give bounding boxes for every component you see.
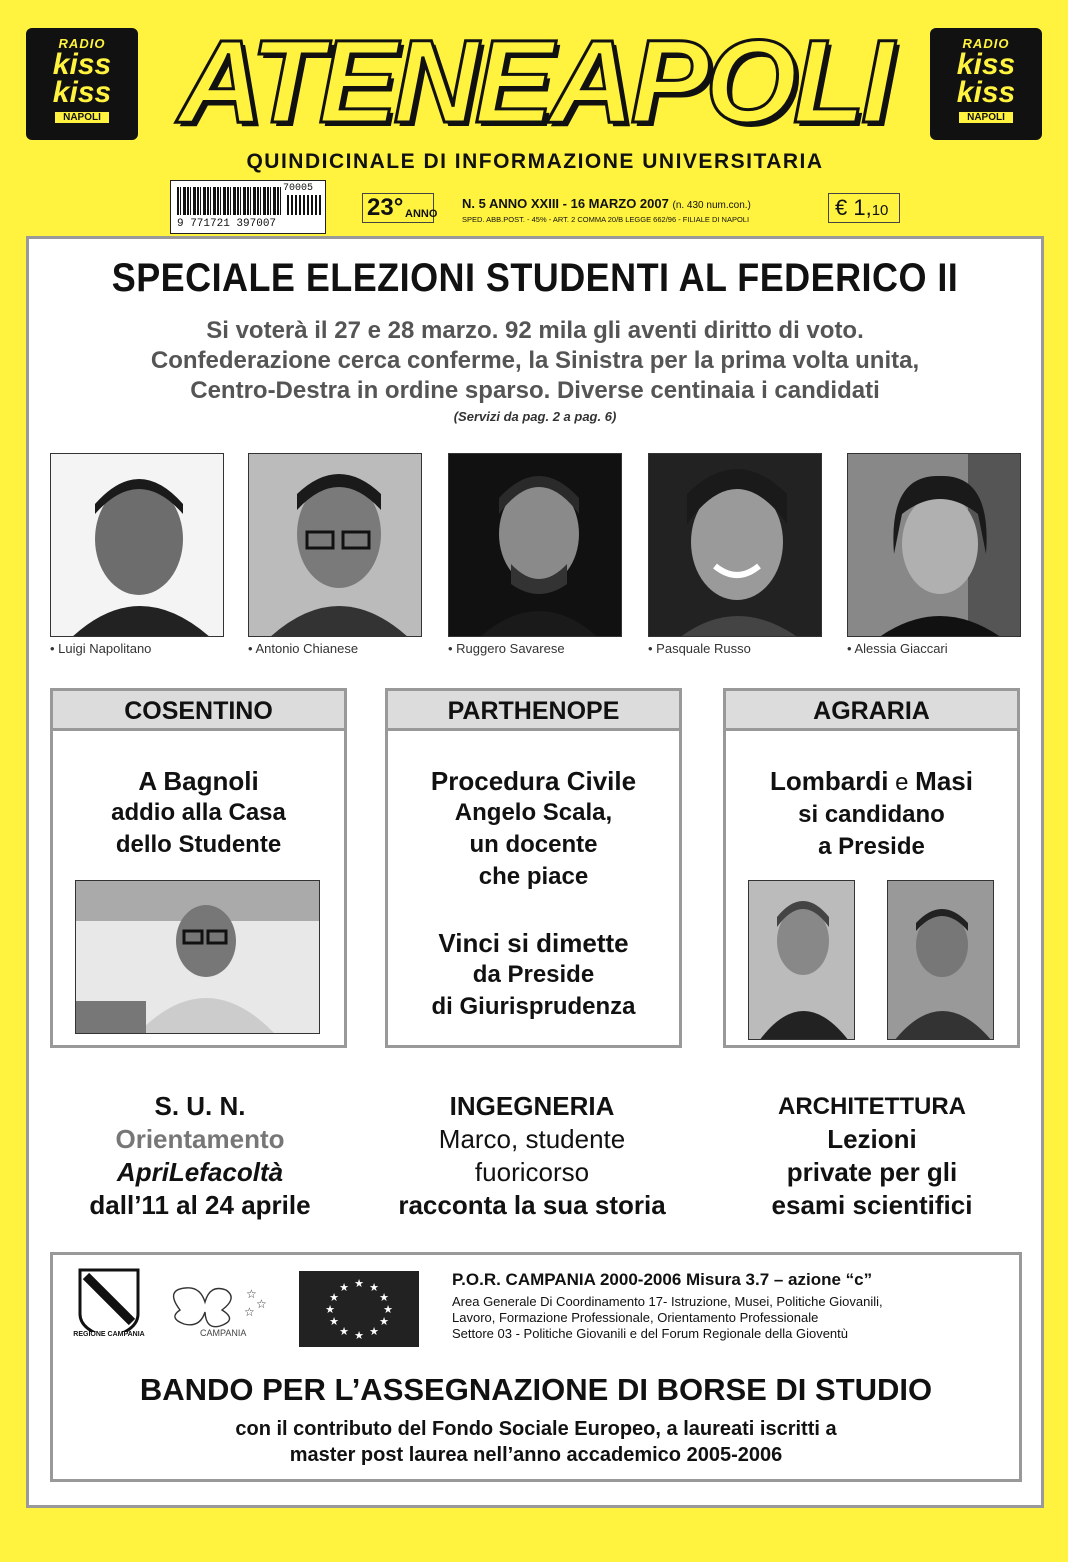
postal-info: SPED. ABB.POST. - 45% - ART. 2 COMMA 20/B LEGGE 662/96 - FILIALE DI NAPOLI — [462, 215, 750, 224]
candidate-name: • Alessia Giaccari — [847, 641, 948, 656]
candidate-name: • Ruggero Savarese — [448, 641, 565, 656]
svg-text:★: ★ — [379, 1291, 389, 1304]
sun-feature: S. U. N. Orientamento ApriLefacoltà dall’11 al 24 aprile — [89, 1091, 311, 1220]
box-heading: AGRARIA — [726, 691, 1017, 731]
svg-text:★: ★ — [329, 1291, 339, 1304]
box-heading: COSENTINO — [53, 691, 344, 731]
ingegneria-feature: INGEGNERIA Marco, studente fuoricorso racconta la sua storia — [398, 1091, 666, 1220]
candidate-name: • Pasquale Russo — [648, 641, 751, 656]
radio-kiss-kiss-logo-left: RADIO kiss kiss NAPOLI — [26, 28, 138, 140]
svg-text:★: ★ — [369, 1281, 379, 1294]
architettura-feature: ARCHITETTURA Lezioni private per gli esami scientifici — [771, 1093, 973, 1220]
masthead-title: ATENEAPOLI — [178, 16, 890, 148]
bando-title: BANDO PER L’ASSEGNAZIONE DI BORSE DI STUDIO — [139, 1372, 933, 1407]
por-title: P.O.R. CAMPANIA 2000-2006 Misura 3.7 – azione “c” — [452, 1270, 873, 1289]
issue-info: N. 5 ANNO XXIII - 16 MARZO 2007 (n. 430 num.con.) — [462, 196, 751, 211]
cosentino-photo — [75, 880, 320, 1034]
barcode: 9 771721 397007 70005 — [170, 180, 326, 234]
servizi-note: (Servizi da pag. 2 a pag. 6) — [453, 409, 617, 424]
lombardi-photo — [748, 880, 855, 1040]
svg-text:☆: ☆ — [246, 1287, 257, 1301]
eu-flag-icon — [299, 1271, 419, 1347]
candidate-photo — [847, 453, 1021, 637]
campania-fse-logo: ☆ ☆ ☆ CAMPANIA — [160, 1280, 280, 1344]
svg-text:★: ★ — [329, 1315, 339, 1328]
svg-text:☆: ☆ — [244, 1305, 255, 1319]
anno-badge: 23° ANNO — [362, 193, 434, 223]
candidate-name: • Luigi Napolitano — [50, 641, 152, 656]
price-badge: € 1,10 — [828, 193, 900, 223]
agraria-box: AGRARIA Lombardi e Masi si candidano a Preside — [723, 688, 1020, 1048]
parthenope-box: PARTHENOPE Procedura Civile Angelo Scala, un docente che piace Vinci si dimette da Preside di Giurisprudenza — [385, 688, 682, 1048]
svg-text:★: ★ — [369, 1325, 379, 1338]
candidate-photo — [648, 453, 822, 637]
candidate-photo — [448, 453, 622, 637]
svg-text:★: ★ — [354, 1277, 364, 1290]
bando-subtitle: con il contributo del Fondo Sociale Europeo, a laureati iscritti a master post laurea nell’anno accademico 2005-2006 — [235, 1418, 837, 1466]
masthead-subtitle: QUINDICINALE DI INFORMAZIONE UNIVERSITARIA — [246, 150, 824, 173]
radio-kiss-kiss-logo-right: RADIO kiss kiss NAPOLI — [930, 28, 1042, 140]
candidate-photo — [248, 453, 422, 637]
svg-text:★: ★ — [383, 1303, 393, 1316]
box-heading: PARTHENOPE — [388, 691, 679, 731]
regione-campania-logo: REGIONE CAMPANIA — [76, 1268, 142, 1344]
svg-text:★: ★ — [339, 1325, 349, 1338]
svg-text:★: ★ — [354, 1329, 364, 1342]
svg-text:★: ★ — [325, 1303, 335, 1316]
candidate-name: • Antonio Chianese — [248, 641, 359, 656]
lead-headline: SPECIALE ELEZIONI STUDENTI AL FEDERICO II — [111, 256, 959, 300]
svg-text:★: ★ — [339, 1281, 349, 1294]
svg-text:★: ★ — [379, 1315, 389, 1328]
por-details: Area Generale Di Coordinamento 17- Istruzione, Musei, Politiche Giovanili, Lavoro, Formazione Professionale, Orientamento Professionale Settore 03 - Politiche Giovanili e del Forum Regionale della Gioventù — [452, 1294, 883, 1341]
masi-photo — [887, 880, 994, 1040]
candidate-photo — [50, 453, 224, 637]
cosentino-box: COSENTINO A Bagnoli addio alla Casa dello Studente — [50, 688, 347, 1048]
lead-subtitle: Si voterà il 27 e 28 marzo. 92 mila gli aventi diritto di voto. Confederazione cerca conferme, la Sinistra per la prima volta unita, Centro-Destra in ordine sparso. Diverse centinaia i candidati — [150, 317, 920, 404]
svg-text:☆: ☆ — [256, 1297, 267, 1311]
